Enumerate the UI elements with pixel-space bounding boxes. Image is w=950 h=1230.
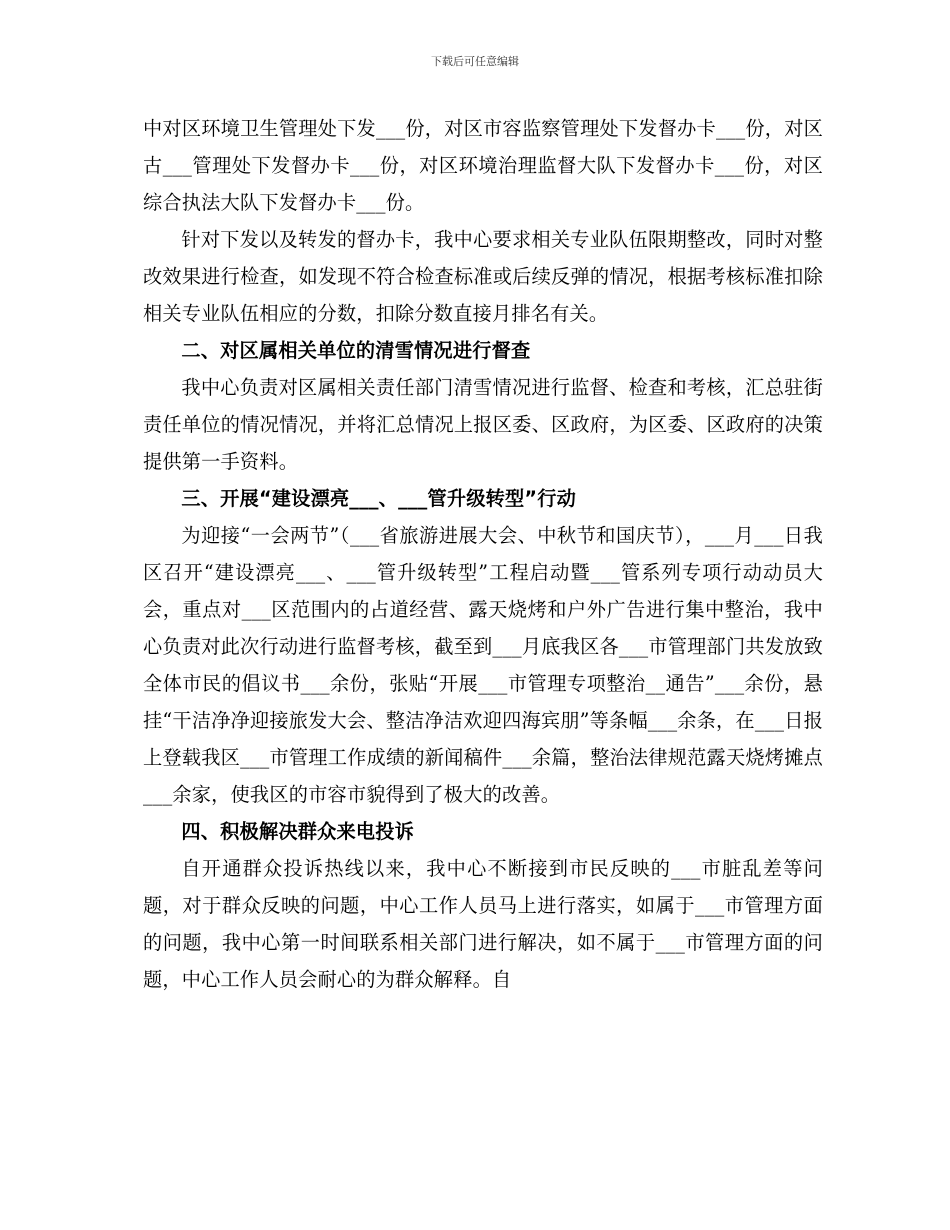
paragraph: 中对区环境卫生管理处下发___份，对区市容监察管理处下发督办卡___份，对区古___管理处下发督办卡___份，对区环境治理监督大队下发督办卡___份，对区综合执法大队下发督办卡___份。 [143,117,823,214]
paragraph: 为迎接“一会两节”（___省旅游进展大会、中秋节和国庆节），___月___日我区召开“建设漂亮___、___管升级转型”工程启动暨___管系列专项行动动员大会，重点对___区范围内的占道经营、露天烧烤和户外广告进行集中整治，我中心负责对此次行动进行监督考核，截至到___月底我区各___市管理部门共发放致全体市民的倡议书___余份，张贴“开展___市管理专项整治__通告”___余份，悬挂“干洁净净迎接旅发大会、整洁净洁欢迎四海宾朋”等条幅___余条，在___日报上登载我区___市管理工作成绩的新闻稿件___余篇，整治法律规范露天烧烤摊点___余家，使我区的市容市貌得到了极大的改善。 [143,524,823,806]
section-heading: 四、积极解决群众来电投诉 [181,820,415,843]
paragraph: 针对下发以及转发的督办卡，我中心要求相关专业队伍限期整改，同时对整改效果进行检查，如发现不符合检查标准或后续反弹的情况，根据考核标准扣除相关专业队伍相应的分数，扣除分数直接月排名有关。 [143,228,823,325]
header-note: 下载后可任意编辑 [431,55,519,68]
section-heading: 二、对区属相关单位的清雪情况进行督查 [181,339,531,362]
document-body [143,110,823,998]
section-heading: 三、开展“建设漂亮___、___管升级转型”行动 [181,487,576,510]
paragraph: 我中心负责对区属相关责任部门清雪情况进行监督、检查和考核，汇总驻街责任单位的情况情况，并将汇总情况上报区委、区政府，为区委、区政府的决策提供第一手资料。 [143,376,823,473]
paragraph: 自开通群众投诉热线以来，我中心不断接到市民反映的___市脏乱差等问题，对于群众反映的问题，中心工作人员马上进行落实，如属于___市管理方面的问题，我中心第一时间联系相关部门进行解决，如不属于___市管理方面的问题，中心工作人员会耐心的为群众解释。自 [143,857,823,991]
